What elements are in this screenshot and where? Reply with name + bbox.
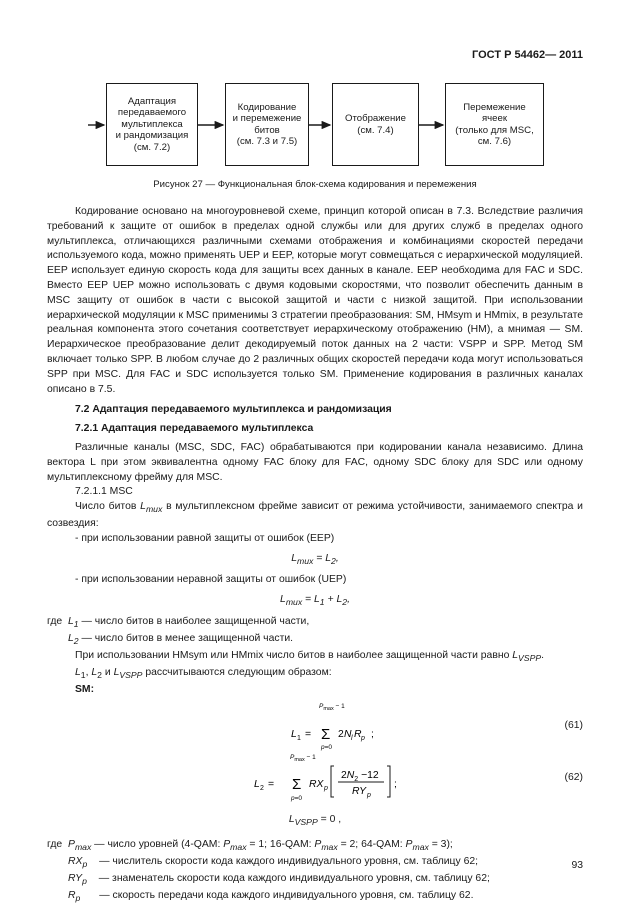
svg-text:N: N [344, 729, 352, 741]
block-mapping: Отображение (см. 7.4) [332, 83, 419, 166]
block-diagram [0, 0, 630, 200]
svg-text:Pmax − 1: $P_{max} - 1$ [319, 703, 345, 713]
equation-eep: $L_{mux} = L_2$, [291, 552, 339, 566]
block-coding: Кодирование и перемежение битов (см. 7.3 и 7.5) [225, 83, 309, 166]
svg-text:=: = [305, 729, 312, 741]
svg-text:L: L [254, 779, 260, 791]
uep-item: - при использовании неравной защиты от ошибок (UEP) [75, 574, 347, 586]
definition-l2: $L_2$ — число битов в менее защищенной части. [68, 633, 294, 647]
paragraph-hm: При использовании HMsym или HMmix число битов в наиболее защищенной части равно $L_{VSPP}$. [75, 649, 545, 663]
equation-62-number: (62) [564, 772, 583, 784]
label-sm: SM: [75, 683, 95, 695]
paragraph-channels: Различные каналы (MSC, SDC, FAC) обрабатываются при кодировании канала независимо. Длина вектора L при этом эквивалентна одному FAC блоку для FAC, одному SDC блоку для SDC или одному мультиплексному фрейму для MSC. [47, 441, 583, 483]
equation-61 [259, 699, 559, 753]
svg-text:p=0: p=0 [321, 744, 333, 752]
svg-text:p=0: p=0 [291, 795, 303, 803]
equation-uep: $L_{mux} = L_1 + L_2$, [280, 594, 350, 608]
block-cell-interleaving: Перемежение ячеек (только для MSC, см. 7.6) [445, 83, 544, 166]
svg-text:Σ: Σ [321, 726, 331, 744]
eep-item: - при использовании равной защиты от ошибок (EEP) [75, 532, 335, 544]
svg-text:1: 1 [297, 735, 301, 743]
paragraph-coding: Кодирование основано на многоуровневой схеме, принцип которой описан в 7.3. Вследствие различия требований к защите от ошибок в пределах одной службы или для других служб в пределах одного мультиплекса, отличающихся различными схемами отображения и комбинациями скоростей передачи используемого кода, можно применять UEP и EEP, которые могут совмещаться с иерархической модуляцией. EEP использует единую скорость кода для защиты всех данных в канале. EEP необходима для FAC и SDC. Вместо EEP UEP можно использовать с двумя кодовыми скоростями, что позволит обеспечить данным в MSC защиту от ошибок в части с высокой защитой и части с низкой защитой. При использовании иерархической модуляции к MSC применимы 3 стратегии преобразования: SM, HMsym и HMmix, в результате реальная компонента этого сочетания соответствует иерархическому отображению (HM), а мнимая — SM. Иерархическое преобразование делит декодируемый поток данных на 2 части: VSPP и SPP. Метод SM включает только SPP. В любом случае до 2 различных общих скоростей передачи кода могут использоваться SPP при MSC. Для FAC и SDC используется только SM. Применение кодирования в различных каналах описано в 7.5. [47, 206, 583, 395]
definition-rp: $R_p$ — скорость передачи кода каждого индивидуального уровня, см. таблицу 62. [68, 889, 474, 904]
definition-l1: где $L_1$ — число битов в наиболее защищенной части, [47, 616, 310, 630]
svg-text:RX: RX [309, 779, 324, 791]
definition-ryp: $RY_p$ — знаменатель скорости кода каждого индивидуального уровня, см. таблицу 62; [68, 873, 490, 887]
symbol-definitions [47, 838, 583, 906]
svg-text:;: ; [394, 779, 397, 791]
svg-text:Σ: Σ [292, 776, 302, 794]
svg-text:=: = [268, 779, 275, 791]
equation-62-row [47, 753, 583, 809]
block-adaptation: Адаптация передаваемого мультиплекса и рандомизация (см. 7.2) [106, 83, 198, 166]
equation-61-row [47, 699, 583, 753]
svg-text:RY: RY [352, 786, 367, 798]
equation-lvspp: $L_{VSPP} = 0$ , [288, 814, 342, 828]
definition-pmax: где $P_{max}$ — число уровней (4-QAM: $P_{max} = 1$; 16-QAM: $P_{max} = 2$; 64-QAM: $P_{max} = 3$); [47, 839, 453, 853]
svg-text:p: p [361, 735, 365, 743]
paragraph-lmux: Число битов $L_{mux}$ в мультиплексном фрейме зависит от режима устойчивости, занимаемого спектра и созвездия: [47, 501, 583, 530]
svg-text:;: ; [371, 729, 374, 741]
paragraph-calc: $L_1$, $L_2$ и $L_{VSPP}$ рассчитываются следующим образом: [75, 666, 332, 680]
svg-text:2: 2 [260, 785, 264, 793]
equation-61-number: (61) [564, 720, 583, 732]
document-header: ГОСТ Р 54462— 2011 [472, 49, 583, 61]
svg-text:p: p [367, 792, 371, 800]
svg-text:l: l [351, 735, 353, 743]
svg-text:2N2 −12: $2N_2 -12$ [341, 770, 379, 784]
svg-text:L: L [291, 729, 297, 741]
figure-caption: Рисунок 27 — Функциональная блок-схема кодирования и перемежения [153, 179, 477, 190]
heading-7-2: 7.2 Адаптация передаваемого мультиплекса и рандомизация [75, 404, 392, 416]
svg-text:Pmax − 1: $P_{max} - 1$ [290, 754, 316, 764]
heading-7-2-1: 7.2.1 Адаптация передаваемого мультиплекса [75, 423, 314, 435]
definition-rxp: $RX_p$ — числитель скорости кода каждого индивидуального уровня, см. таблицу 62; [68, 856, 479, 870]
svg-text:R: R [354, 729, 362, 741]
heading-7-2-1-1: 7.2.1.1 MSC [75, 486, 133, 498]
svg-text:p: p [324, 785, 328, 793]
svg-text:2: 2 [338, 729, 344, 741]
page-number: 93 [571, 860, 583, 871]
document-body [47, 205, 583, 906]
equation-62 [242, 753, 562, 809]
